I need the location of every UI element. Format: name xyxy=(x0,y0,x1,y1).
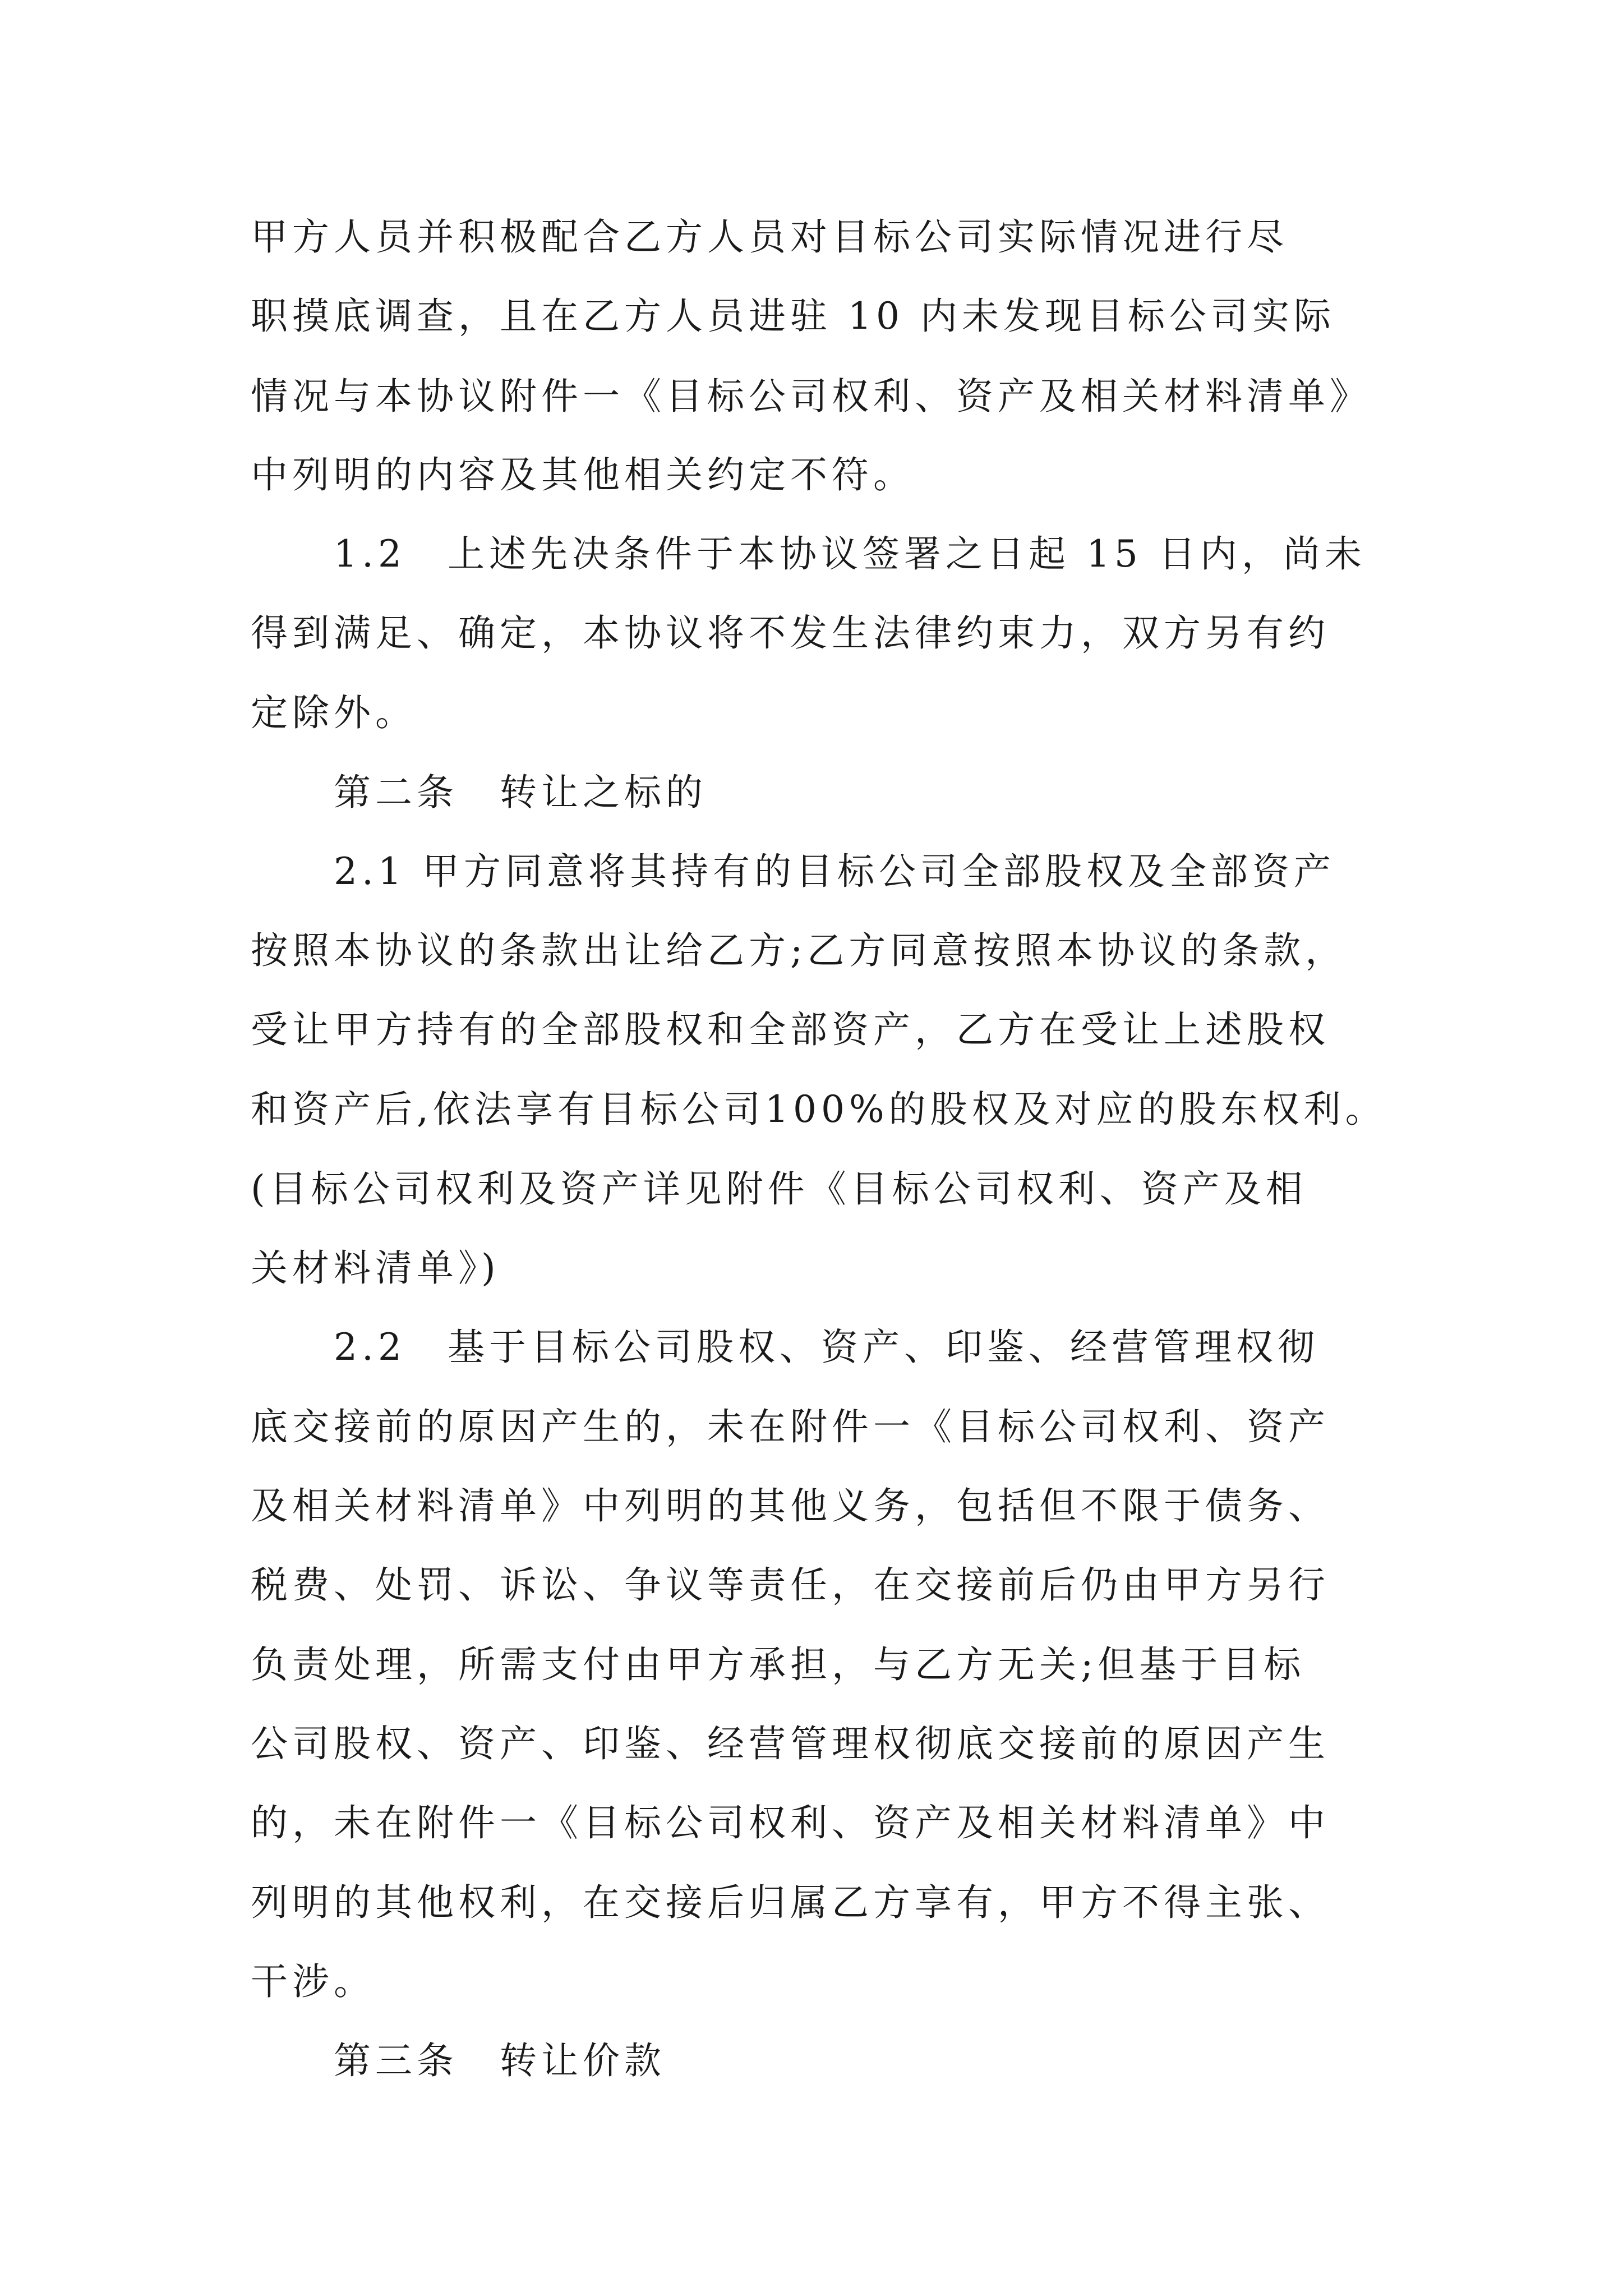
clause-2-2-line: 2.2 基于目标公司股权、资产、印鉴、经营管理权彻 xyxy=(334,1326,1319,1369)
paragraph-line: 及相关材料清单》中列明的其他义务，包括但不限于债务、 xyxy=(251,1484,1330,1527)
paragraph-line: 定除外。 xyxy=(251,691,417,734)
article-2-heading: 第二条 转让之标的 xyxy=(334,771,707,814)
paragraph-line: 的，未在附件一《目标公司权利、资产及相关材料清单》中 xyxy=(251,1801,1330,1844)
paragraph-line: 公司股权、资产、印鉴、经营管理权彻底交接前的原因产生 xyxy=(251,1722,1330,1765)
paragraph-line: 得到满足、确定，本协议将不发生法律约束力，双方另有约 xyxy=(251,611,1330,655)
clause-1-2-line: 1.2 上述先决条件于本协议签署之日起 15 日内，尚未 xyxy=(334,532,1366,576)
paragraph-line: 按照本协议的条款出让给乙方;乙方同意按照本协议的条款， xyxy=(251,929,1347,972)
paragraph-line: 情况与本协议附件一《目标公司权利、资产及相关材料清单》 xyxy=(251,375,1371,418)
paragraph-line: 职摸底调查，且在乙方人员进驻 10 内未发现目标公司实际 xyxy=(251,295,1335,338)
article-3-heading: 第三条 转让价款 xyxy=(334,2039,666,2082)
paragraph-line: 甲方人员并积极配合乙方人员对目标公司实际情况进行尽 xyxy=(251,215,1288,259)
paragraph-line: (目标公司权利及资产详见附件《目标公司权利、资产及相 xyxy=(251,1167,1307,1211)
paragraph-line: 税费、处罚、诉讼、争议等责任，在交接前后仍由甲方另行 xyxy=(251,1563,1330,1607)
clause-2-1-line: 2.1 甲方同意将其持有的目标公司全部股权及全部资产 xyxy=(334,850,1335,893)
paragraph-line: 中列明的内容及其他相关约定不符。 xyxy=(251,453,915,496)
paragraph-line: 负责处理，所需支付由甲方承担，与乙方无关;但基于目标 xyxy=(251,1643,1306,1686)
paragraph-line: 列明的其他权利，在交接后归属乙方享有，甲方不得主张、 xyxy=(251,1881,1330,1924)
paragraph-line: 受让甲方持有的全部股权和全部资产，乙方在受让上述股权 xyxy=(251,1008,1330,1051)
paragraph-line: 底交接前的原因产生的，未在附件一《目标公司权利、资产 xyxy=(251,1405,1330,1448)
paragraph-line: 干涉。 xyxy=(251,1960,375,2003)
paragraph-line: 和资产后,依法享有目标公司100%的股权及对应的股东权利。 xyxy=(251,1088,1387,1131)
paragraph-line: 关材料清单》) xyxy=(251,1246,500,1290)
